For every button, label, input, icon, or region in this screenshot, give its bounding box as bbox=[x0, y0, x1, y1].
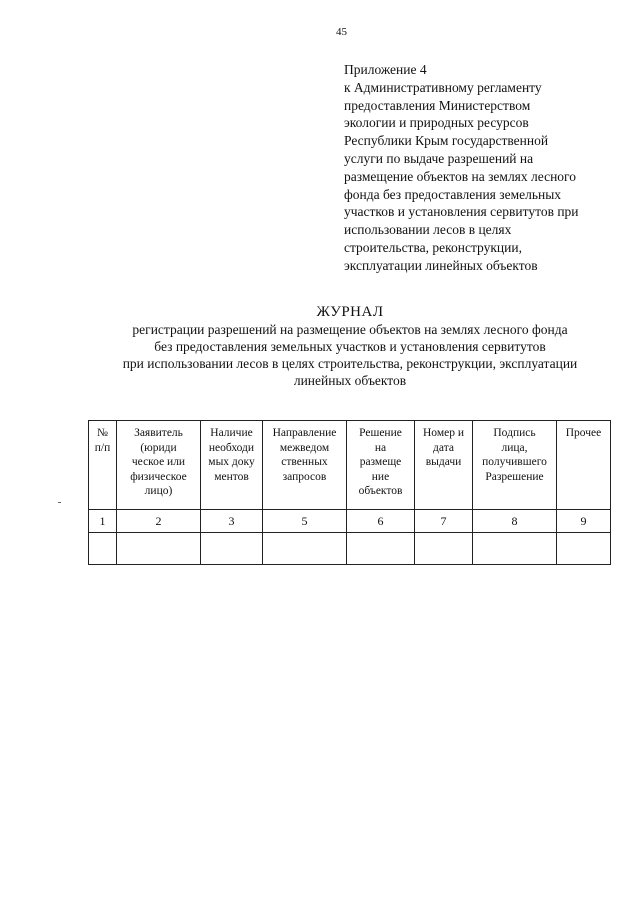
appendix-line: строительства, реконструкции, bbox=[344, 239, 522, 255]
journal-subtitle bbox=[60, 321, 640, 389]
page-number: 45 bbox=[336, 26, 347, 38]
table-column-numbers-row bbox=[89, 510, 611, 533]
appendix-line: экологии и природных ресурсов bbox=[344, 115, 529, 131]
header-cell-signature: Подпись лица, получившего Разрешение bbox=[473, 421, 557, 510]
column-number-cell: 6 bbox=[347, 510, 415, 533]
column-number-cell: 1 bbox=[89, 510, 117, 533]
journal-subtitle-line: при использовании лесов в целях строительства, реконструкции, эксплуатации bbox=[122, 356, 578, 371]
header-cell-requests: Направление межведом ственных запросов bbox=[263, 421, 347, 510]
empty-cell bbox=[89, 533, 117, 565]
appendix-line: размещение объектов на землях лесного bbox=[344, 168, 576, 184]
header-cell-applicant: Заявитель (юриди ческое или физическое лицо) bbox=[117, 421, 201, 510]
header-cell-decision: Решение на размеще ние объектов bbox=[347, 421, 415, 510]
column-number-cell: 3 bbox=[201, 510, 263, 533]
empty-cell bbox=[415, 533, 473, 565]
empty-cell bbox=[201, 533, 263, 565]
appendix-line: эксплуатации линейных объектов bbox=[344, 257, 538, 273]
empty-cell bbox=[347, 533, 415, 565]
registration-table bbox=[88, 420, 611, 565]
column-number-cell: 2 bbox=[117, 510, 201, 533]
header-cell-other: Прочее bbox=[557, 421, 611, 510]
column-number-cell: 7 bbox=[415, 510, 473, 533]
appendix-line: Республики Крым государственной bbox=[344, 133, 549, 149]
empty-cell bbox=[117, 533, 201, 565]
appendix-line: предоставления Министерством bbox=[344, 97, 531, 113]
appendix-note bbox=[344, 61, 634, 275]
column-number-cell: 8 bbox=[473, 510, 557, 533]
appendix-line: Приложение 4 bbox=[344, 62, 427, 77]
journal-title: ЖУРНАЛ bbox=[316, 304, 384, 320]
journal-subtitle-line: без предоставления земельных участков и установления сервитутов bbox=[154, 339, 546, 354]
appendix-line: к Административному регламенту bbox=[344, 79, 542, 95]
header-cell-issue-number-date: Номер и дата выдачи bbox=[415, 421, 473, 510]
empty-cell bbox=[473, 533, 557, 565]
journal-subtitle-line: линейных объектов bbox=[293, 373, 407, 388]
empty-cell bbox=[263, 533, 347, 565]
appendix-line: участков и установления сервитутов при bbox=[344, 204, 579, 220]
table-header-row bbox=[89, 421, 611, 510]
appendix-line: использовании лесов в целях bbox=[344, 222, 512, 238]
table-empty-row bbox=[89, 533, 611, 565]
empty-cell bbox=[557, 533, 611, 565]
scan-speck bbox=[58, 502, 61, 503]
journal-subtitle-line: регистрации разрешений на размещение объектов на землях лесного фонда bbox=[132, 322, 568, 337]
appendix-line: услуги по выдаче разрешений на bbox=[344, 150, 534, 166]
header-cell-number: № п/п bbox=[89, 421, 117, 510]
journal-heading bbox=[60, 303, 640, 389]
column-number-cell: 5 bbox=[263, 510, 347, 533]
column-number-cell: 9 bbox=[557, 510, 611, 533]
header-cell-documents: Наличие необходи мых доку ментов bbox=[201, 421, 263, 510]
appendix-line: фонда без предоставления земельных bbox=[344, 186, 562, 202]
